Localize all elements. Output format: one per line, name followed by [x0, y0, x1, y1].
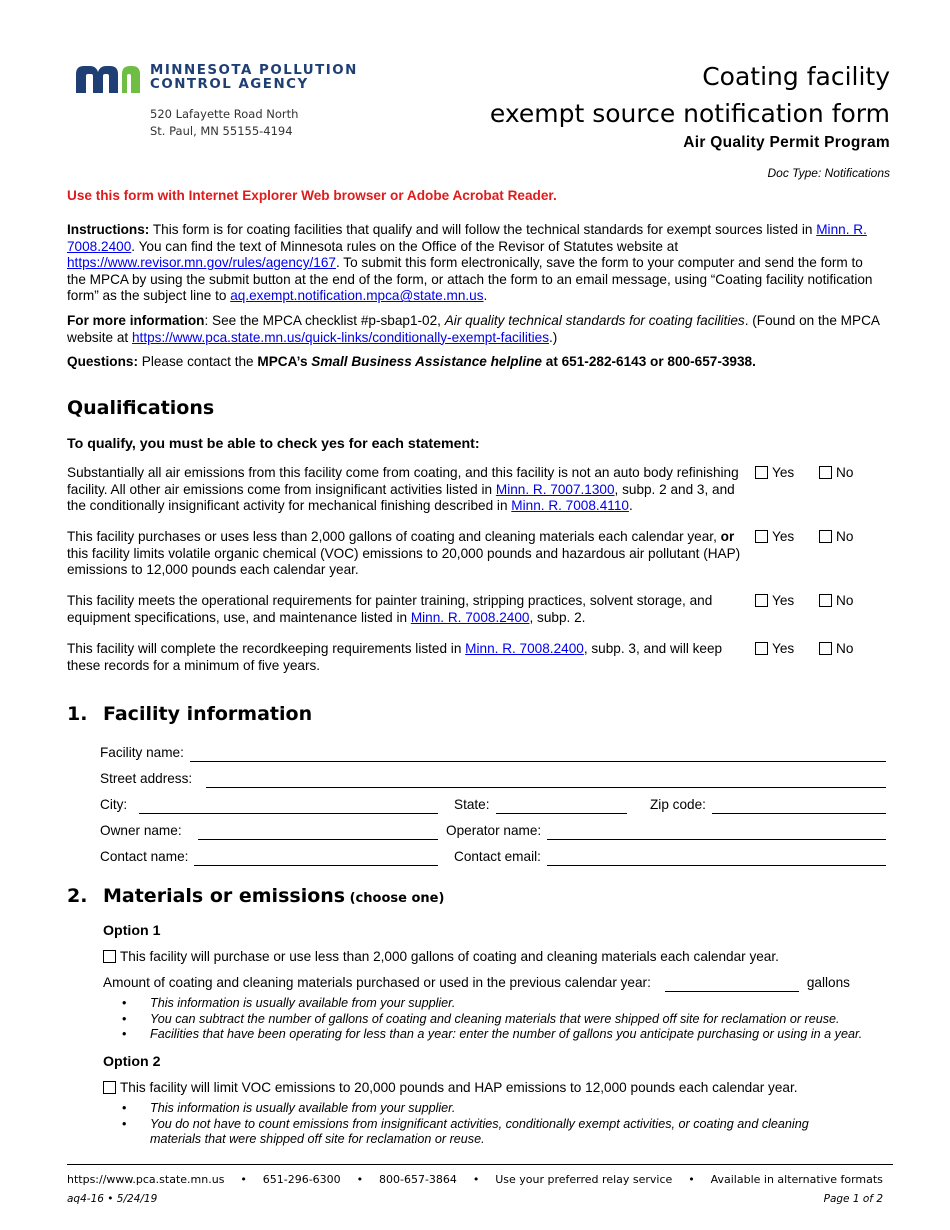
- city-input[interactable]: [139, 800, 438, 814]
- list-item: • You can subtract the number of gallons of coating and cleaning materials that were shipped off site for reclamation or reuse.: [122, 1012, 912, 1028]
- form-id: aq4-16 • 5/24/19: [67, 1193, 158, 1205]
- q4-no-checkbox[interactable]: No: [819, 641, 853, 658]
- link-revisor-website[interactable]: https://www.revisor.mn.gov/rules/agency/167: [67, 255, 336, 271]
- list-item: • Facilities that have been operating for less than a year: enter the number of gallons you anticipate purchasing or using in a year.: [122, 1027, 912, 1043]
- street-address-input[interactable]: [206, 774, 886, 788]
- materials-heading: 2. Materials or emissions (choose one): [67, 885, 445, 907]
- operator-name-input[interactable]: [547, 826, 886, 840]
- questions-paragraph: Questions: Please contact the MPCA’s Small Business Assistance helpline at 651-282-6143 or 800-657-3938.: [67, 354, 756, 369]
- operator-name-field: Operator name:: [446, 823, 886, 840]
- street-address-field: Street address:: [100, 771, 886, 788]
- more-info-paragraph: For more information: See the MPCA checklist #p-sbap1-02, Air quality technical standards for coating facilities. (Found on the MPCA website at https://www.pca.state.mn.us/quick-links/conditionally-exempt-facilities.): [67, 313, 880, 345]
- option-1-title: Option 1: [103, 923, 161, 939]
- list-item: • This information is usually available from your supplier.: [122, 996, 912, 1012]
- list-item: • You do not have to count emissions from insignificant activities, conditionally exempt activities, or coating and cleaning materials that were shipped off site for reclamation or reuse.: [122, 1117, 862, 1148]
- zip-code-input[interactable]: [712, 800, 886, 814]
- link-rule-7008-2400[interactable]: Minn. R. 7008.2400: [67, 222, 867, 254]
- qualifications-heading: Qualifications: [67, 397, 215, 419]
- footer-contact: https://www.pca.state.mn.us • 651-296-6300 • 800-657-3864 • Use your preferred relay service • Available in alternative formats: [67, 1173, 883, 1186]
- contact-email-field: Contact email:: [454, 849, 886, 866]
- footer-divider: [67, 1164, 893, 1165]
- option-2-checkbox[interactable]: This facility will limit VOC emissions to 20,000 pounds and HAP emissions to 12,000 pounds each calendar year.: [103, 1080, 798, 1097]
- browser-warning: Use this form with Internet Explorer Web browser or Adobe Acrobat Reader.: [67, 188, 557, 203]
- q3-no-checkbox[interactable]: No: [819, 593, 853, 610]
- city-field: City:: [100, 797, 438, 814]
- qualification-statement-3: This facility meets the operational requirements for painter training, stripping practices, solvent storage, and equipment specifications, use, and maintenance listed in Minn. R. 7008.2400, subp. 2.: [67, 593, 713, 625]
- instructions-paragraph: Instructions: This form is for coating facilities that qualify and will follow the technical standards for exempt sources listed in Minn. R. 7008.2400. You can find the text of Minnesota rules on the Office of the Revisor of Statutes website at https://www.revisor.mn.gov/rules/agency/167. To submit this form electronically, save the form to your computer and send the form to the MPCA by using the submit button at the end of the form, or attach the form to an email message, using “Coating facility notification form” as the subject line to aq.exempt.notification.mpca@state.mn.us.: [67, 222, 873, 304]
- owner-name-field: Owner name:: [100, 823, 438, 840]
- doc-type: Doc Type: Notifications: [767, 166, 890, 180]
- option-1-notes: [122, 996, 912, 1043]
- contact-name-field: Contact name:: [100, 849, 438, 866]
- program-name: Air Quality Permit Program: [683, 134, 890, 151]
- qualification-statement-2: This facility purchases or uses less than 2,000 gallons of coating and cleaning materials each calendar year, or this facility limits volatile organic chemical (VOC) emissions to 20,000 pounds and hazardous air pollutant (HAP) emissions to 12,000 pounds each calendar year.: [67, 529, 741, 578]
- owner-name-input[interactable]: [198, 826, 438, 840]
- contact-name-input[interactable]: [194, 852, 438, 866]
- gallons-amount-field: Amount of coating and cleaning materials purchased or used in the previous calendar year: gallons: [103, 975, 850, 990]
- qualification-statement-1: Substantially all air emissions from this facility come from coating, and this facility is not an auto body refinishing facility. All other air emissions come from insignificant activities listed in Minn. R. 7007.1300, subp. 2 and 3, and the conditionally insignificant activity for mechanical finishing described in Minn. R. 7008.4110.: [67, 465, 739, 514]
- state-input[interactable]: [496, 800, 627, 814]
- option-2-notes: [122, 1101, 862, 1148]
- qualification-statement-4: This facility will complete the recordkeeping requirements listed in Minn. R. 7008.2400, subp. 3, and will keep these records for a minimum of five years.: [67, 641, 723, 673]
- mpca-logo-icon: [74, 64, 142, 94]
- agency-address: 520 Lafayette Road North St. Paul, MN 55155-4194: [150, 107, 299, 138]
- agency-name: MINNESOTA POLLUTION CONTROL AGENCY: [150, 63, 358, 92]
- q1-yes-checkbox[interactable]: Yes: [755, 465, 794, 482]
- option-1-checkbox[interactable]: This facility will purchase or use less than 2,000 gallons of coating and cleaning materials each calendar year.: [103, 949, 779, 966]
- zip-code-field: Zip code:: [650, 797, 886, 814]
- list-item: • This information is usually available from your supplier.: [122, 1101, 862, 1117]
- q2-yes-checkbox[interactable]: Yes: [755, 529, 794, 546]
- option-2-title: Option 2: [103, 1054, 161, 1070]
- link-rule-7008-2400-subp3[interactable]: Minn. R. 7008.2400: [465, 641, 584, 656]
- q2-no-checkbox[interactable]: No: [819, 529, 853, 546]
- link-rule-7007-1300[interactable]: Minn. R. 7007.1300: [495, 481, 615, 497]
- link-mpca-exempt-facilities[interactable]: https://www.pca.state.mn.us/quick-links/conditionally-exempt-facilities: [131, 329, 550, 345]
- link-notification-email[interactable]: aq.exempt.notification.mpca@state.mn.us: [230, 288, 484, 304]
- facility-info-heading: 1. Facility information: [67, 703, 313, 725]
- qualifications-subheading: To qualify, you must be able to check yes for each statement:: [67, 436, 480, 452]
- state-field: State:: [454, 797, 627, 814]
- footer-meta: [67, 1191, 883, 1208]
- link-rule-7008-4110[interactable]: Minn. R. 7008.4110: [511, 498, 629, 514]
- page-number: Page 1 of 2: [823, 1193, 883, 1205]
- facility-name-input[interactable]: [190, 748, 886, 762]
- gallons-amount-input[interactable]: [665, 978, 799, 992]
- q3-yes-checkbox[interactable]: Yes: [755, 593, 794, 610]
- q4-yes-checkbox[interactable]: Yes: [755, 641, 794, 658]
- contact-email-input[interactable]: [547, 852, 886, 866]
- q1-no-checkbox[interactable]: No: [819, 465, 853, 482]
- link-rule-7008-2400-subp2[interactable]: Minn. R. 7008.2400: [410, 609, 530, 625]
- form-title: Coating facility exempt source notification form: [489, 62, 890, 128]
- facility-name-field: Facility name:: [100, 745, 886, 762]
